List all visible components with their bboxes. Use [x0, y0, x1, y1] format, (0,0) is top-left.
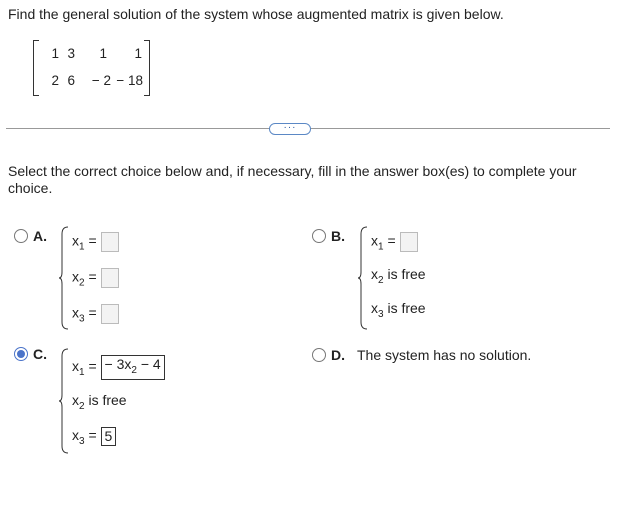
- option-a-brace: [58, 226, 70, 330]
- matrix-cell: 3: [67, 46, 75, 61]
- matrix-cell: 1: [134, 46, 142, 61]
- option-a-x2-line: $x_2$ =: [72, 268, 119, 289]
- option-b-x2-line: $x_2$ is free: [371, 266, 426, 286]
- option-a-radio[interactable]: [14, 229, 28, 243]
- option-a-x1-line: $x_1$ =: [72, 232, 119, 253]
- option-a-x3-line: $x_3$ =: [72, 304, 119, 325]
- option-c-x3-line: $x_3 = 5$: [72, 427, 116, 447]
- question-text: Find the general solution of the system whose augmented matrix is given below.: [8, 6, 504, 22]
- option-a-label[interactable]: A.: [33, 228, 47, 244]
- option-a-x1-input[interactable]: [101, 232, 119, 252]
- option-b-x3-line: $x_3$ is free: [371, 300, 426, 320]
- matrix-cell: 1: [51, 46, 59, 61]
- option-b-x1-input[interactable]: [400, 232, 418, 252]
- option-c-x1-answer[interactable]: − $3x_2 - 4$: [101, 355, 165, 380]
- matrix-cell: − 2: [91, 73, 111, 88]
- matrix-right-bracket: [144, 40, 150, 96]
- option-b-brace: [357, 226, 369, 330]
- option-a-x2-input[interactable]: [101, 268, 119, 288]
- matrix-cell: 2: [51, 73, 59, 88]
- option-c-radio[interactable]: [14, 347, 28, 361]
- matrix-cell: − 18: [116, 73, 143, 88]
- matrix-cell: 1: [99, 46, 107, 61]
- augmented-matrix: [33, 40, 150, 96]
- option-d-text: The system has no solution.: [357, 347, 532, 363]
- option-d-radio[interactable]: [312, 348, 326, 362]
- option-c-label[interactable]: C.: [33, 346, 47, 362]
- option-c-x3-answer[interactable]: 5: [101, 427, 117, 446]
- option-a-x3-input[interactable]: [101, 304, 119, 324]
- option-c-brace: [58, 348, 70, 454]
- option-b-label[interactable]: B.: [331, 228, 345, 244]
- option-c-x1-line: $x_1$ = − $3x_2 - 4$: [72, 355, 165, 380]
- option-c-x2-line: $x_2$ is free: [72, 392, 127, 412]
- more-options-button[interactable]: ···: [269, 123, 311, 135]
- option-b-x1-line: $x_1$ =: [371, 232, 418, 253]
- matrix-cell: 6: [67, 73, 75, 88]
- option-b-radio[interactable]: [312, 229, 326, 243]
- instructions-text: Select the correct choice below and, if necessary, fill in the answer box(es) to complete your choice.: [8, 163, 577, 196]
- option-d-label[interactable]: D.: [331, 347, 345, 363]
